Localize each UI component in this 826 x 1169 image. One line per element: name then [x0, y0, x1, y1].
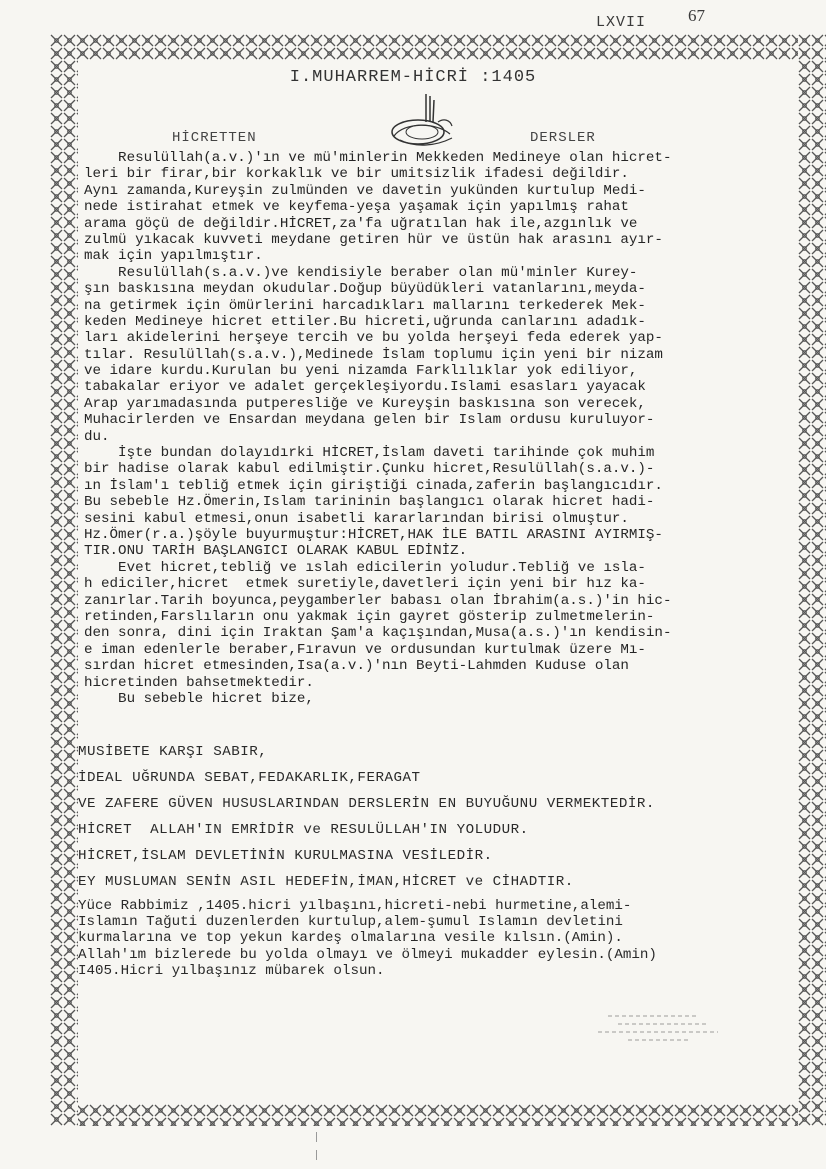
text-line: Hz.Ömer(r.a.)şöyle buyurmuştur:HİCRET,HAK İLE BATIL ARASINI AYIRMIŞ- — [84, 526, 663, 543]
closing-line: HİCRET ALLAH'IN EMRİDİR ve RESULÜLLAH'IN YOLUDUR. — [78, 822, 529, 838]
section-label-right: DERSLER — [530, 130, 596, 146]
text-line: ve idare kurdu.Kurulan bu yeni nizamda Farklılıklar yok ediliyor, — [84, 363, 638, 380]
text-line: ları akidelerini herşeye tercih ve bu yolda herşeyi feda ederek yap- — [84, 330, 663, 347]
text-line: Aynı zamanda,Kureyşin zulmünden ve davetin yukünden kurtulup Medi- — [84, 182, 646, 199]
text-line: arama göçü de değildir.HİCRET,za'fa uğratılan hak ile,azgınlık ve — [84, 215, 638, 232]
closing-line: I405.Hicri yılbaşınız mübarek olsun. — [78, 963, 385, 980]
page-roman-numeral: LXVII — [596, 14, 647, 31]
text-line: sesini kabul etmesi,onun isabetli kararlarından birisi olmuştur. — [84, 510, 629, 527]
text-line: TIR.ONU TARİH BAŞLANGICI OLARAK KABUL EDİNİZ. — [84, 543, 468, 560]
text-line: sırdan hicret etmesinden,Isa(a.v.)'nın Beyti-Lahmden Kuduse olan — [84, 658, 629, 675]
margin-mark — [316, 1132, 317, 1142]
text-line: tabakalar eriyor ve adalet gerçekleşiyordu.Islami esasları yayacak — [84, 379, 646, 396]
text-line: Bu sebeble hicret bize, — [84, 690, 314, 707]
text-line: retinden,Farslıların onu yakmak için gayret gösterip zulmetmelerin- — [84, 608, 655, 625]
text-line: zanırlar.Tarih boyunca,peygamberler babası olan İbrahim(a.s.)'in hic- — [84, 592, 672, 609]
page-folio-number: 67 — [688, 6, 705, 25]
text-line: Resulüllah(s.a.v.)ve kendisiyle beraber olan mü'minler Kurey- — [84, 264, 638, 281]
text-line: İşte bundan dolayıdırki HİCRET,İslam daveti tarihinde çok muhim — [84, 445, 655, 462]
text-line: mak için yapılmıştır. — [84, 248, 263, 265]
text-line: hicretinden bahsetmektedir. — [84, 674, 314, 691]
text-line: keden Medineye hicret ettiler.Bu hicreti,uğrunda canlarını adadık- — [84, 313, 646, 330]
text-line: na getirmek için ömürlerini harcadıkları mallarını terkederek Mek- — [84, 297, 646, 314]
decorative-border-left — [50, 34, 78, 1126]
text-line: Resulüllah(a.v.)'ın ve mü'minlerin Mekkeden Medineye olan hicret- — [84, 150, 672, 166]
margin-mark — [316, 1150, 317, 1160]
decorative-border-right — [798, 34, 826, 1126]
text-line: den sonra, dini için Iraktan Şam'a kaçışından,Musa(a.s.)'ın kendisin- — [84, 625, 672, 642]
text-line: leri bir firar,bir korkaklık ve bir umitsizlik ifadesi değildir. — [84, 166, 629, 183]
closing-line: EY MUSLUMAN SENİN ASIL HEDEFİN,İMAN,HİCRET ve CİHADTIR. — [78, 874, 574, 890]
closing-line: Islamın Tağuti duzenlerden kurtulup,alem-şumul Islamın devletini — [78, 914, 623, 930]
text-line: Evet hicret,tebliğ ve ıslah edicilerin yoludur.Tebliğ ve ısla- — [84, 559, 646, 576]
closing-line: kurmalarına ve top yekun kardeş olmalarına vesile kılsın.(Amin). — [78, 930, 623, 947]
closing-line: İDEAL UĞRUNDA SEBAT,FEDAKARLIK,FERAGAT — [78, 770, 421, 786]
closing-line: Allah'ım bizlerede bu yolda olmayı ve ölmeyi mukadder eylesin.(Amin) — [78, 946, 657, 963]
calligraphy-emblem-icon — [386, 92, 458, 154]
closing-section — [78, 734, 798, 980]
text-line: Muhacirlerden ve Ensardan meydana gelen bir Islam ordusu kuruluyor- — [84, 412, 655, 429]
text-line: Arap yarımadasında putperesliğe ve Kureyşin baskısına son verecek, — [84, 395, 646, 412]
text-line: tılar. Resulüllah(s.a.v.),Medinede İslam toplumu için yeni bir nizam — [84, 346, 663, 363]
text-line: du. — [84, 428, 110, 445]
text-line: şın baskısına meydan okudular.Doğup büyüdükleri vatanlarını,meyda- — [84, 281, 646, 298]
faded-stamp-icon — [588, 1010, 738, 1050]
text-line: nede istirahat etmek ve keyfema-yeşa yaşamak için yapılmış rahat — [84, 199, 629, 216]
closing-line: VE ZAFERE GÜVEN HUSUSLARINDAN DERSLERİN EN BUYUĞUNU VERMEKTEDİR. — [78, 796, 655, 812]
text-line: ın İslam'ı tebliğ etmek için giriştiği cinada,zaferin başlangıcıdır. — [84, 477, 663, 494]
closing-line: MUSİBETE KARŞI SABIR, — [78, 744, 268, 760]
closing-line: HİCRET,İSLAM DEVLETİNİN KURULMASINA VESİLEDİR. — [78, 848, 493, 864]
page-title: I.MUHARREM-HİCRİ :1405 — [289, 68, 537, 87]
section-label-left: HİCRETTEN — [172, 130, 257, 146]
text-line: e iman edenlerle beraber,Fıravun ve ordusundan kurtulmak üzere Mı- — [84, 641, 646, 658]
article-body — [84, 150, 796, 707]
closing-line: Yüce Rabbimiz ,1405.hicri yılbaşını,hicreti-nebi hurmetine,alemi- — [78, 898, 632, 914]
text-line: bir hadise olarak kabul edilmiştir.Çunku hicret,Resulüllah(s.a.v.)- — [84, 461, 655, 478]
text-line: h ediciler,hicret etmek suretiyle,davetleri için yeni bir hız ka- — [84, 576, 646, 593]
decorative-border-bottom — [50, 1104, 826, 1126]
decorative-border-top — [50, 34, 826, 60]
text-line: zulmü yıkacak kuvveti meydane getiren hür ve üstün hak arasını ayır- — [84, 231, 663, 248]
text-line: Bu sebeble Hz.Ömerin,Islam tarininin başlangıcı olarak hicret hadi- — [84, 494, 655, 511]
